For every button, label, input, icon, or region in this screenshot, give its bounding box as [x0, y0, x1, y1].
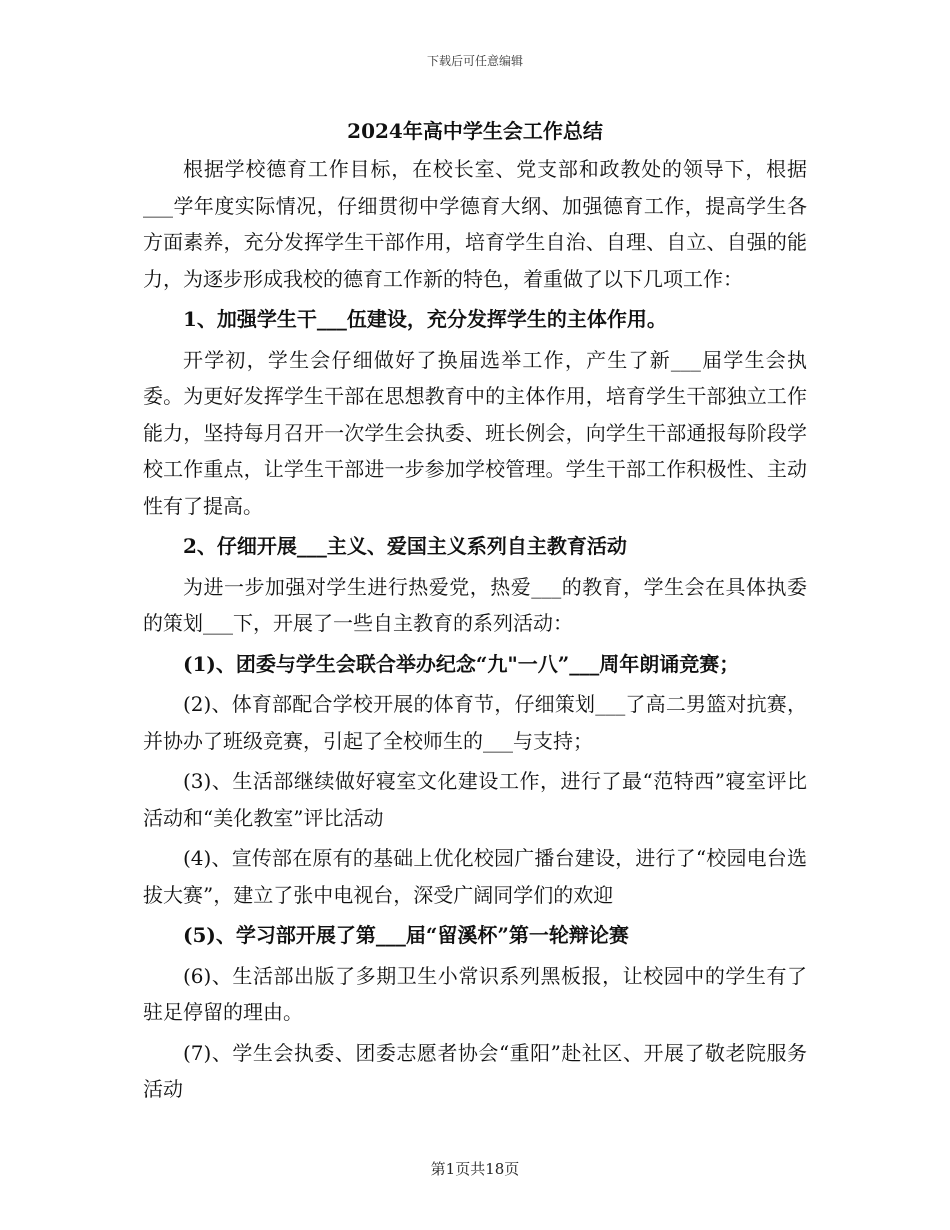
- document-body: [143, 151, 807, 1108]
- activity-item-1: (1)、团委与学生会联合举办纪念“九"一八”___周年朗诵竞赛；: [183, 651, 740, 676]
- section-1-paragraph: 开学初，学生会仔细做好了换届选举工作，产生了新___届学生会执委。为更好发挥学生干部在思想教育中的主体作用，培育学生干部独立工作能力，坚持每月召开一次学生会执委、班长例会，向学生干部通报每阶段学校工作重点，让学生干部进一步参加学校管理。学生干部工作积极性、主动性有了提高。: [143, 347, 807, 518]
- document-title: 2024年高中学生会工作总结: [347, 119, 603, 143]
- section-heading-2: 2、仔细开展___主义、爱国主义系列自主教育活动: [183, 534, 627, 558]
- page-footer: 第1页共18页: [430, 1160, 520, 1178]
- activity-item-6: (6)、生活部出版了多期卫生小常识系列黑板报，让校园中的学生有了驻足停留的理由。: [143, 963, 807, 1024]
- activity-item-4: (4)、宣传部在原有的基础上优化校园广播台建设，进行了“校园电台选拔大赛”，建立了张中电视台，深受广阔同学们的欢迎: [143, 846, 807, 907]
- section-heading-1: 1、加强学生干___伍建设，充分发挥学生的主体作用。: [183, 307, 667, 331]
- activity-item-2: (2)、体育部配合学校开展的体育节，仔细策划___了高二男篮对抗赛，并协办了班级竞赛，引起了全校师生的___与支持；: [143, 692, 807, 753]
- section-2-paragraph: 为进一步加强对学生进行热爱党，热爱___的教育，学生会在具体执委的策划___下，开展了一些自主教育的系列活动：: [143, 574, 807, 635]
- activity-item-3: (3)、生活部继续做好寝室文化建设工作，进行了最“范特西”寝室评比活动和“美化教室”评比活动: [143, 769, 807, 830]
- activity-item-5: (5)、学习部开展了第___届“留溪杯”第一轮辩论赛: [183, 923, 629, 947]
- intro-paragraph: 根据学校德育工作目标，在校长室、党支部和政教处的领导下，根据___学年度实际情况，仔细贯彻中学德育大纲、加强德育工作，提高学生各方面素养，充分发挥学生干部作用，培育学生自治、自理、自立、自强的能力，为逐步形成我校的德育工作新的特色，着重做了以下几项工作：: [143, 157, 807, 291]
- page-header-note: 下载后可任意编辑: [426, 54, 523, 68]
- activity-item-7: (7)、学生会执委、团委志愿者协会“重阳”赴社区、开展了敬老院服务活动: [143, 1040, 807, 1101]
